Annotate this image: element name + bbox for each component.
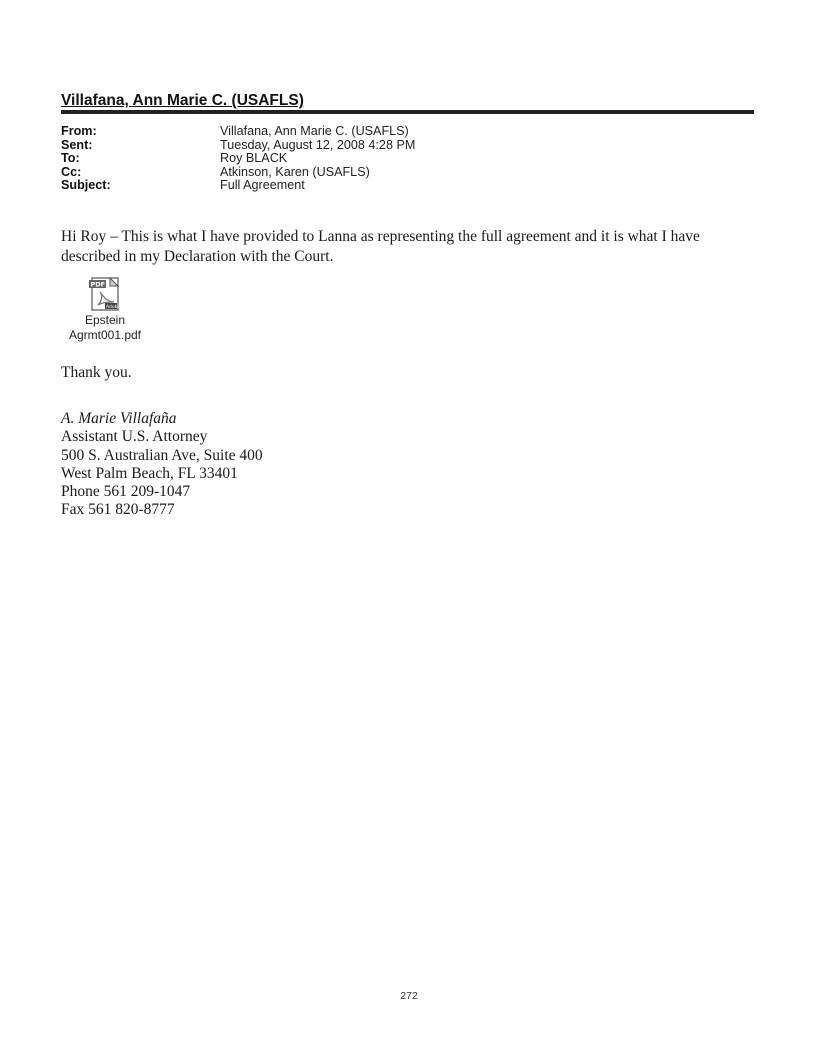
sent-label: Sent: [61, 137, 93, 152]
header-divider [61, 110, 754, 114]
attachment-name-line1: Epstein [84, 313, 126, 327]
from-label: From: [61, 124, 97, 138]
email-metadata [61, 125, 415, 193]
signature-title: Assistant U.S. Attorney [61, 428, 208, 446]
signature-name: A. Marie Villafaña [61, 410, 177, 427]
signature-address-line1: 500 S. Australian Ave, Suite 400 [61, 446, 263, 464]
pdf-file-icon [88, 277, 122, 311]
signature-phone: Phone 561 209-1047 [61, 483, 191, 501]
cc-value: Atkinson, Karen (USAFLS) [220, 164, 370, 179]
signature-address-line2: West Palm Beach, FL 33401 [61, 464, 238, 482]
svg-text:PDF: PDF [90, 280, 106, 289]
cc-label: Cc: [61, 164, 82, 179]
signature-fax: Fax 561 820-8777 [61, 501, 175, 519]
to-label: To: [61, 151, 80, 165]
from-value: Villafana, Ann Marie C. (USAFLS) [220, 124, 409, 138]
svg-text:Adobe: Adobe [106, 305, 121, 310]
subject-label: Subject: [61, 178, 111, 192]
attachment[interactable] [60, 277, 150, 343]
cc-row [61, 166, 415, 180]
email-sender-header: Villafana, Ann Marie C. (USAFLS) [61, 92, 304, 109]
email-body: Hi Roy – This is what I have provided to Lanna as representing the full agreement and it is what I have described in my Declaration with the Court. [61, 228, 700, 265]
to-row [61, 152, 415, 166]
attachment-name-line2: Agrmt001.pdf [68, 328, 142, 342]
to-value: Roy BLACK [220, 151, 288, 165]
sent-row [61, 139, 415, 153]
signature-block [61, 410, 263, 520]
subject-value: Full Agreement [220, 178, 305, 192]
from-row [61, 125, 415, 139]
page-number: 272 [400, 990, 418, 1002]
closing-text: Thank you. [61, 364, 132, 381]
subject-row [61, 179, 415, 193]
sent-value: Tuesday, August 12, 2008 4:28 PM [220, 137, 416, 152]
